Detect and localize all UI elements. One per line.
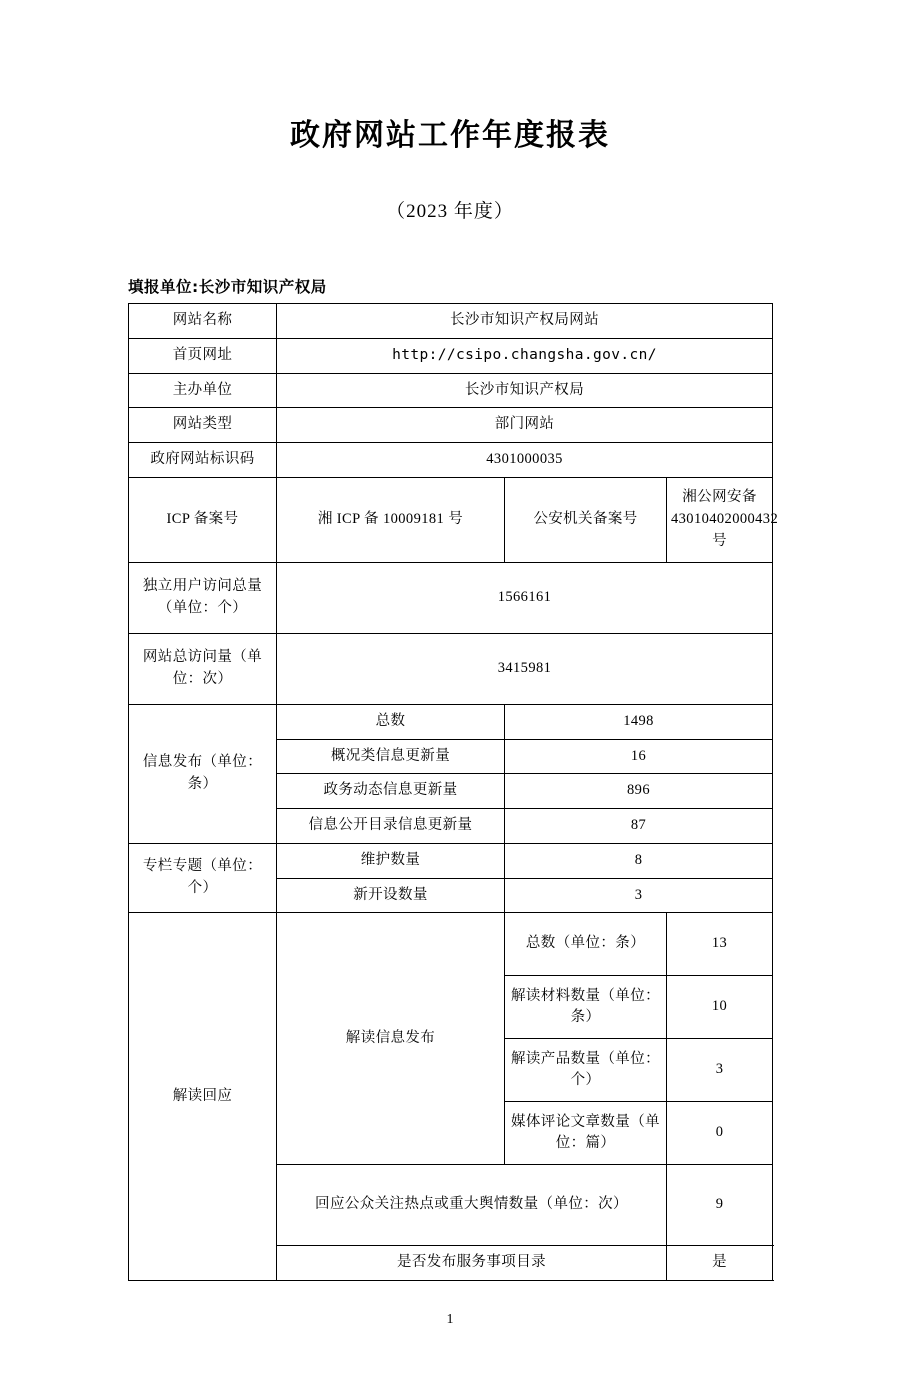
- police-record-label: 公安机关备案号: [505, 477, 667, 562]
- info-publish-row-name: 总数: [277, 704, 505, 739]
- host-unit-label: 主办单位: [129, 373, 277, 408]
- info-publish-row-value: 1498: [505, 704, 773, 739]
- unique-visitors-label: 独立用户访问总量（单位：个）: [129, 562, 277, 633]
- column-topic-row-name: 维护数量: [277, 843, 505, 878]
- site-code-value: 4301000035: [277, 443, 773, 478]
- icp-value: 湘 ICP 备 10009181 号: [277, 477, 505, 562]
- host-unit-value: 长沙市知识产权局: [277, 373, 773, 408]
- homepage-value: http://csipo.changsha.gov.cn/: [277, 338, 773, 373]
- homepage-label: 首页网址: [129, 338, 277, 373]
- report-unit-line: 填报单位:长沙市知识产权局: [128, 278, 327, 296]
- info-publish-row-value: 87: [505, 809, 773, 844]
- column-topic-row-value: 3: [505, 878, 773, 913]
- table-row: [129, 704, 773, 739]
- document-page: [0, 118, 900, 1390]
- info-publish-row-name: 信息公开目录信息更新量: [277, 809, 505, 844]
- table-row: [129, 843, 773, 878]
- table-row: [129, 562, 773, 633]
- interpret-row-value: 0: [667, 1102, 773, 1165]
- table-row: [129, 443, 773, 478]
- page-subtitle: （2023 年度）: [386, 201, 514, 222]
- table-row: [129, 338, 773, 373]
- page-title: 政府网站工作年度报表: [290, 118, 610, 153]
- info-publish-label: 信息发布（单位：条）: [129, 704, 277, 843]
- interpret-row-value: 10: [667, 976, 773, 1039]
- hotspot-response-value: 9: [667, 1165, 773, 1246]
- site-type-label: 网站类型: [129, 408, 277, 443]
- interpret-row-name: 媒体评论文章数量（单位：篇）: [505, 1102, 667, 1165]
- service-catalog-label: 是否发布服务事项目录: [277, 1246, 667, 1281]
- site-type-value: 部门网站: [277, 408, 773, 443]
- interpret-response-label: 解读回应: [129, 913, 277, 1281]
- interpret-row-value: 3: [667, 1039, 773, 1102]
- info-publish-row-value: 16: [505, 739, 773, 774]
- info-publish-row-name: 政务动态信息更新量: [277, 774, 505, 809]
- column-topic-row-value: 8: [505, 843, 773, 878]
- service-catalog-value: 是: [667, 1246, 773, 1281]
- column-topic-label: 专栏专题（单位：个）: [129, 843, 277, 913]
- site-name-label: 网站名称: [129, 304, 277, 339]
- icp-label: ICP 备案号: [129, 477, 277, 562]
- interpret-row-name: 解读材料数量（单位：条）: [505, 976, 667, 1039]
- hotspot-response-label: 回应公众关注热点或重大舆情数量（单位：次）: [277, 1165, 667, 1246]
- info-publish-row-name: 概况类信息更新量: [277, 739, 505, 774]
- interpret-publish-label: 解读信息发布: [277, 913, 505, 1165]
- table-row: [129, 408, 773, 443]
- site-name-value: 长沙市知识产权局网站: [277, 304, 773, 339]
- interpret-row-value: 13: [667, 913, 773, 976]
- table-row: [129, 373, 773, 408]
- interpret-row-name: 解读产品数量（单位：个）: [505, 1039, 667, 1102]
- total-visits-value: 3415981: [277, 633, 773, 704]
- table-row: [129, 913, 773, 976]
- site-code-label: 政府网站标识码: [129, 443, 277, 478]
- table-row: [129, 633, 773, 704]
- table-row: [129, 304, 773, 339]
- unique-visitors-value: 1566161: [277, 562, 773, 633]
- annual-report-table: [128, 303, 779, 1281]
- total-visits-label: 网站总访问量（单位：次）: [129, 633, 277, 704]
- table-row: [129, 477, 773, 562]
- info-publish-row-value: 896: [505, 774, 773, 809]
- page-number: 1: [446, 1312, 454, 1327]
- interpret-row-name: 总数（单位：条）: [505, 913, 667, 976]
- column-topic-row-name: 新开设数量: [277, 878, 505, 913]
- police-record-value: 湘公网安备 43010402000432 号: [667, 477, 773, 562]
